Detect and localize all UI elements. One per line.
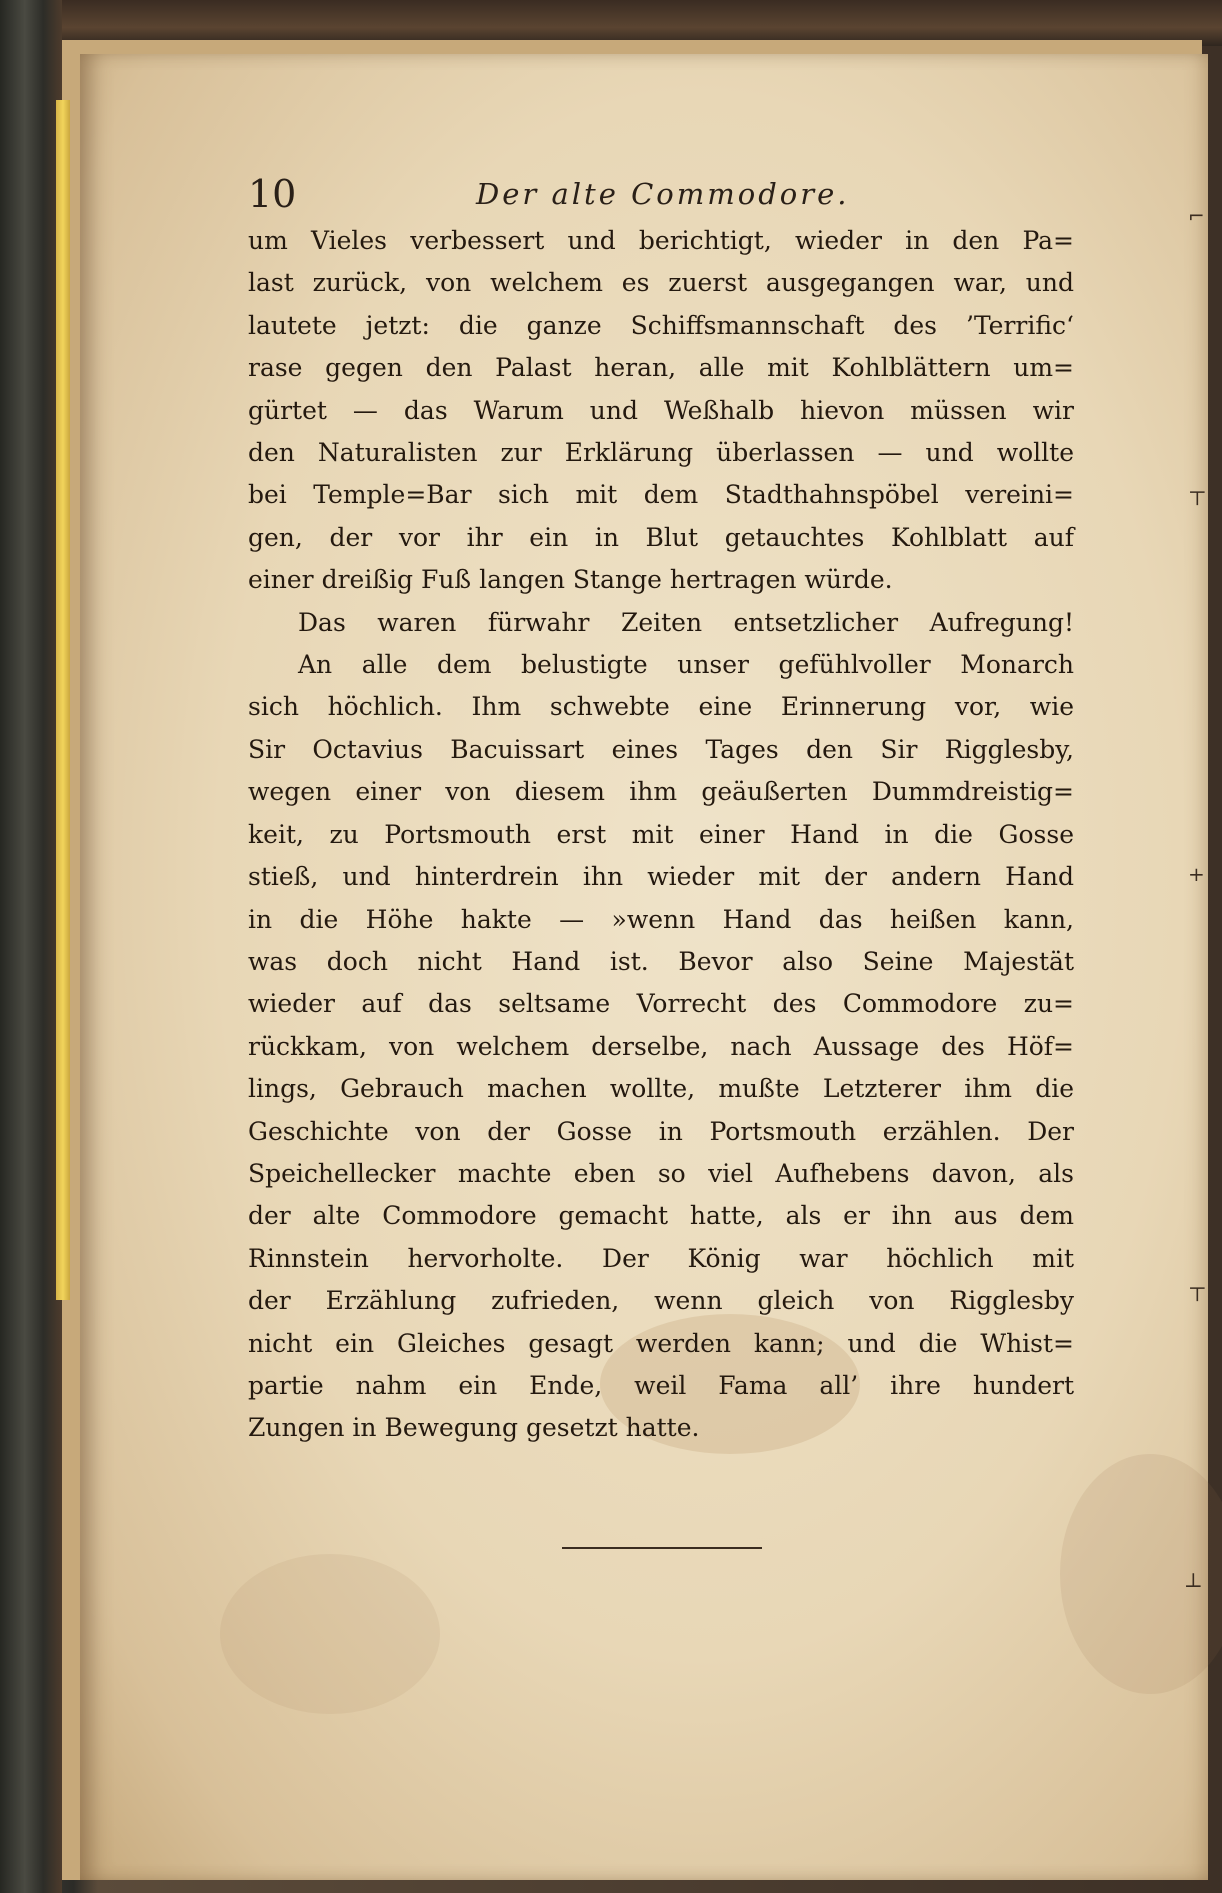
page-header: [248, 172, 1084, 216]
margin-mark: ⊤: [1188, 486, 1207, 510]
text-line: gürtet — das Warum und Weßhalb hievon müssen wir: [248, 395, 1074, 425]
margin-mark: ⌐: [1188, 204, 1205, 228]
margin-mark: +: [1188, 862, 1205, 886]
text-line: gen, der vor ihr ein in Blut getauchtes Kohlblatt auf: [248, 522, 1074, 552]
text-line: einer dreißig Fuß langen Stange hertragen würde.: [248, 565, 893, 595]
text-line: den Naturalisten zur Erklärung überlassen — und wollte: [248, 438, 1074, 468]
text-line: Geschichte von der Gosse in Portsmouth erzählen. Der: [248, 1116, 1074, 1146]
text-line: was doch nicht Hand ist. Bevor also Seine Majestät: [248, 946, 1074, 976]
book-spine: [0, 0, 62, 1893]
text-line: rase gegen den Palast heran, alle mit Kohlblättern um=: [248, 353, 1074, 383]
text-line: Speichellecker machte eben so viel Aufhebens davon, als: [248, 1158, 1074, 1188]
text-line: wieder auf das seltsame Vorrecht des Commodore zu=: [248, 989, 1074, 1019]
text-line: stieß, und hinterdrein ihn wieder mit der andern Hand: [248, 862, 1074, 892]
text-line: lautete jetzt: die ganze Schiffsmannschaft des ’Terrific‘: [248, 310, 1074, 340]
text-line: lings, Gebrauch machen wollte, mußte Letzterer ihm die: [248, 1074, 1074, 1104]
text-line: partie nahm ein Ende, weil Fama all’ ihre hundert: [248, 1370, 1074, 1400]
end-rule: [562, 1547, 762, 1549]
text-line: der Erzählung zufrieden, wenn gleich von Rigglesby: [248, 1286, 1074, 1316]
text-line: wegen einer von diesem ihm geäußerten Dummdreistig=: [248, 777, 1074, 807]
text-line: Sir Octavius Bacuissart eines Tages den Sir Rigglesby,: [248, 734, 1074, 764]
text-line: um Vieles verbessert und berichtigt, wieder in den Pa=: [248, 226, 1074, 255]
foxing-stain: [220, 1554, 440, 1714]
text-line: nicht ein Gleiches gesagt werden kann; und die Whist=: [248, 1328, 1074, 1358]
margin-mark: ⊥: [1184, 1568, 1203, 1592]
yellow-endpaper-edge: [56, 100, 70, 1300]
text-line: rückkam, von welchem derselbe, nach Aussage des Höf=: [248, 1031, 1074, 1061]
text-line: bei Temple=Bar sich mit dem Stadthahnspöbel vereini=: [248, 480, 1074, 510]
text-line: An alle dem belustigte unser gefühlvoller Monarch: [298, 650, 1074, 680]
text-line: last zurück, von welchem es zuerst ausgegangen war, und: [248, 268, 1074, 298]
page-number: 10: [248, 172, 297, 216]
text-line: keit, zu Portsmouth erst mit einer Hand in die Gosse: [248, 819, 1074, 849]
text-line: der alte Commodore gemacht hatte, als er ihn aus dem: [248, 1201, 1074, 1231]
text-line: Rinnstein hervorholte. Der König war höchlich mit: [248, 1243, 1074, 1273]
body-text: [248, 220, 1074, 1450]
text-line: sich höchlich. Ihm schwebte eine Erinnerung vor, wie: [248, 692, 1074, 722]
text-line: in die Höhe hakte — »wenn Hand das heißen kann,: [248, 904, 1074, 934]
text-line: Das waren fürwahr Zeiten entsetzlicher Aufregung!: [298, 607, 1074, 637]
running-title: Der alte Commodore.: [476, 177, 850, 211]
margin-mark: ⊤: [1188, 1282, 1207, 1306]
text-line: Zungen in Bewegung gesetzt hatte.: [248, 1413, 700, 1443]
